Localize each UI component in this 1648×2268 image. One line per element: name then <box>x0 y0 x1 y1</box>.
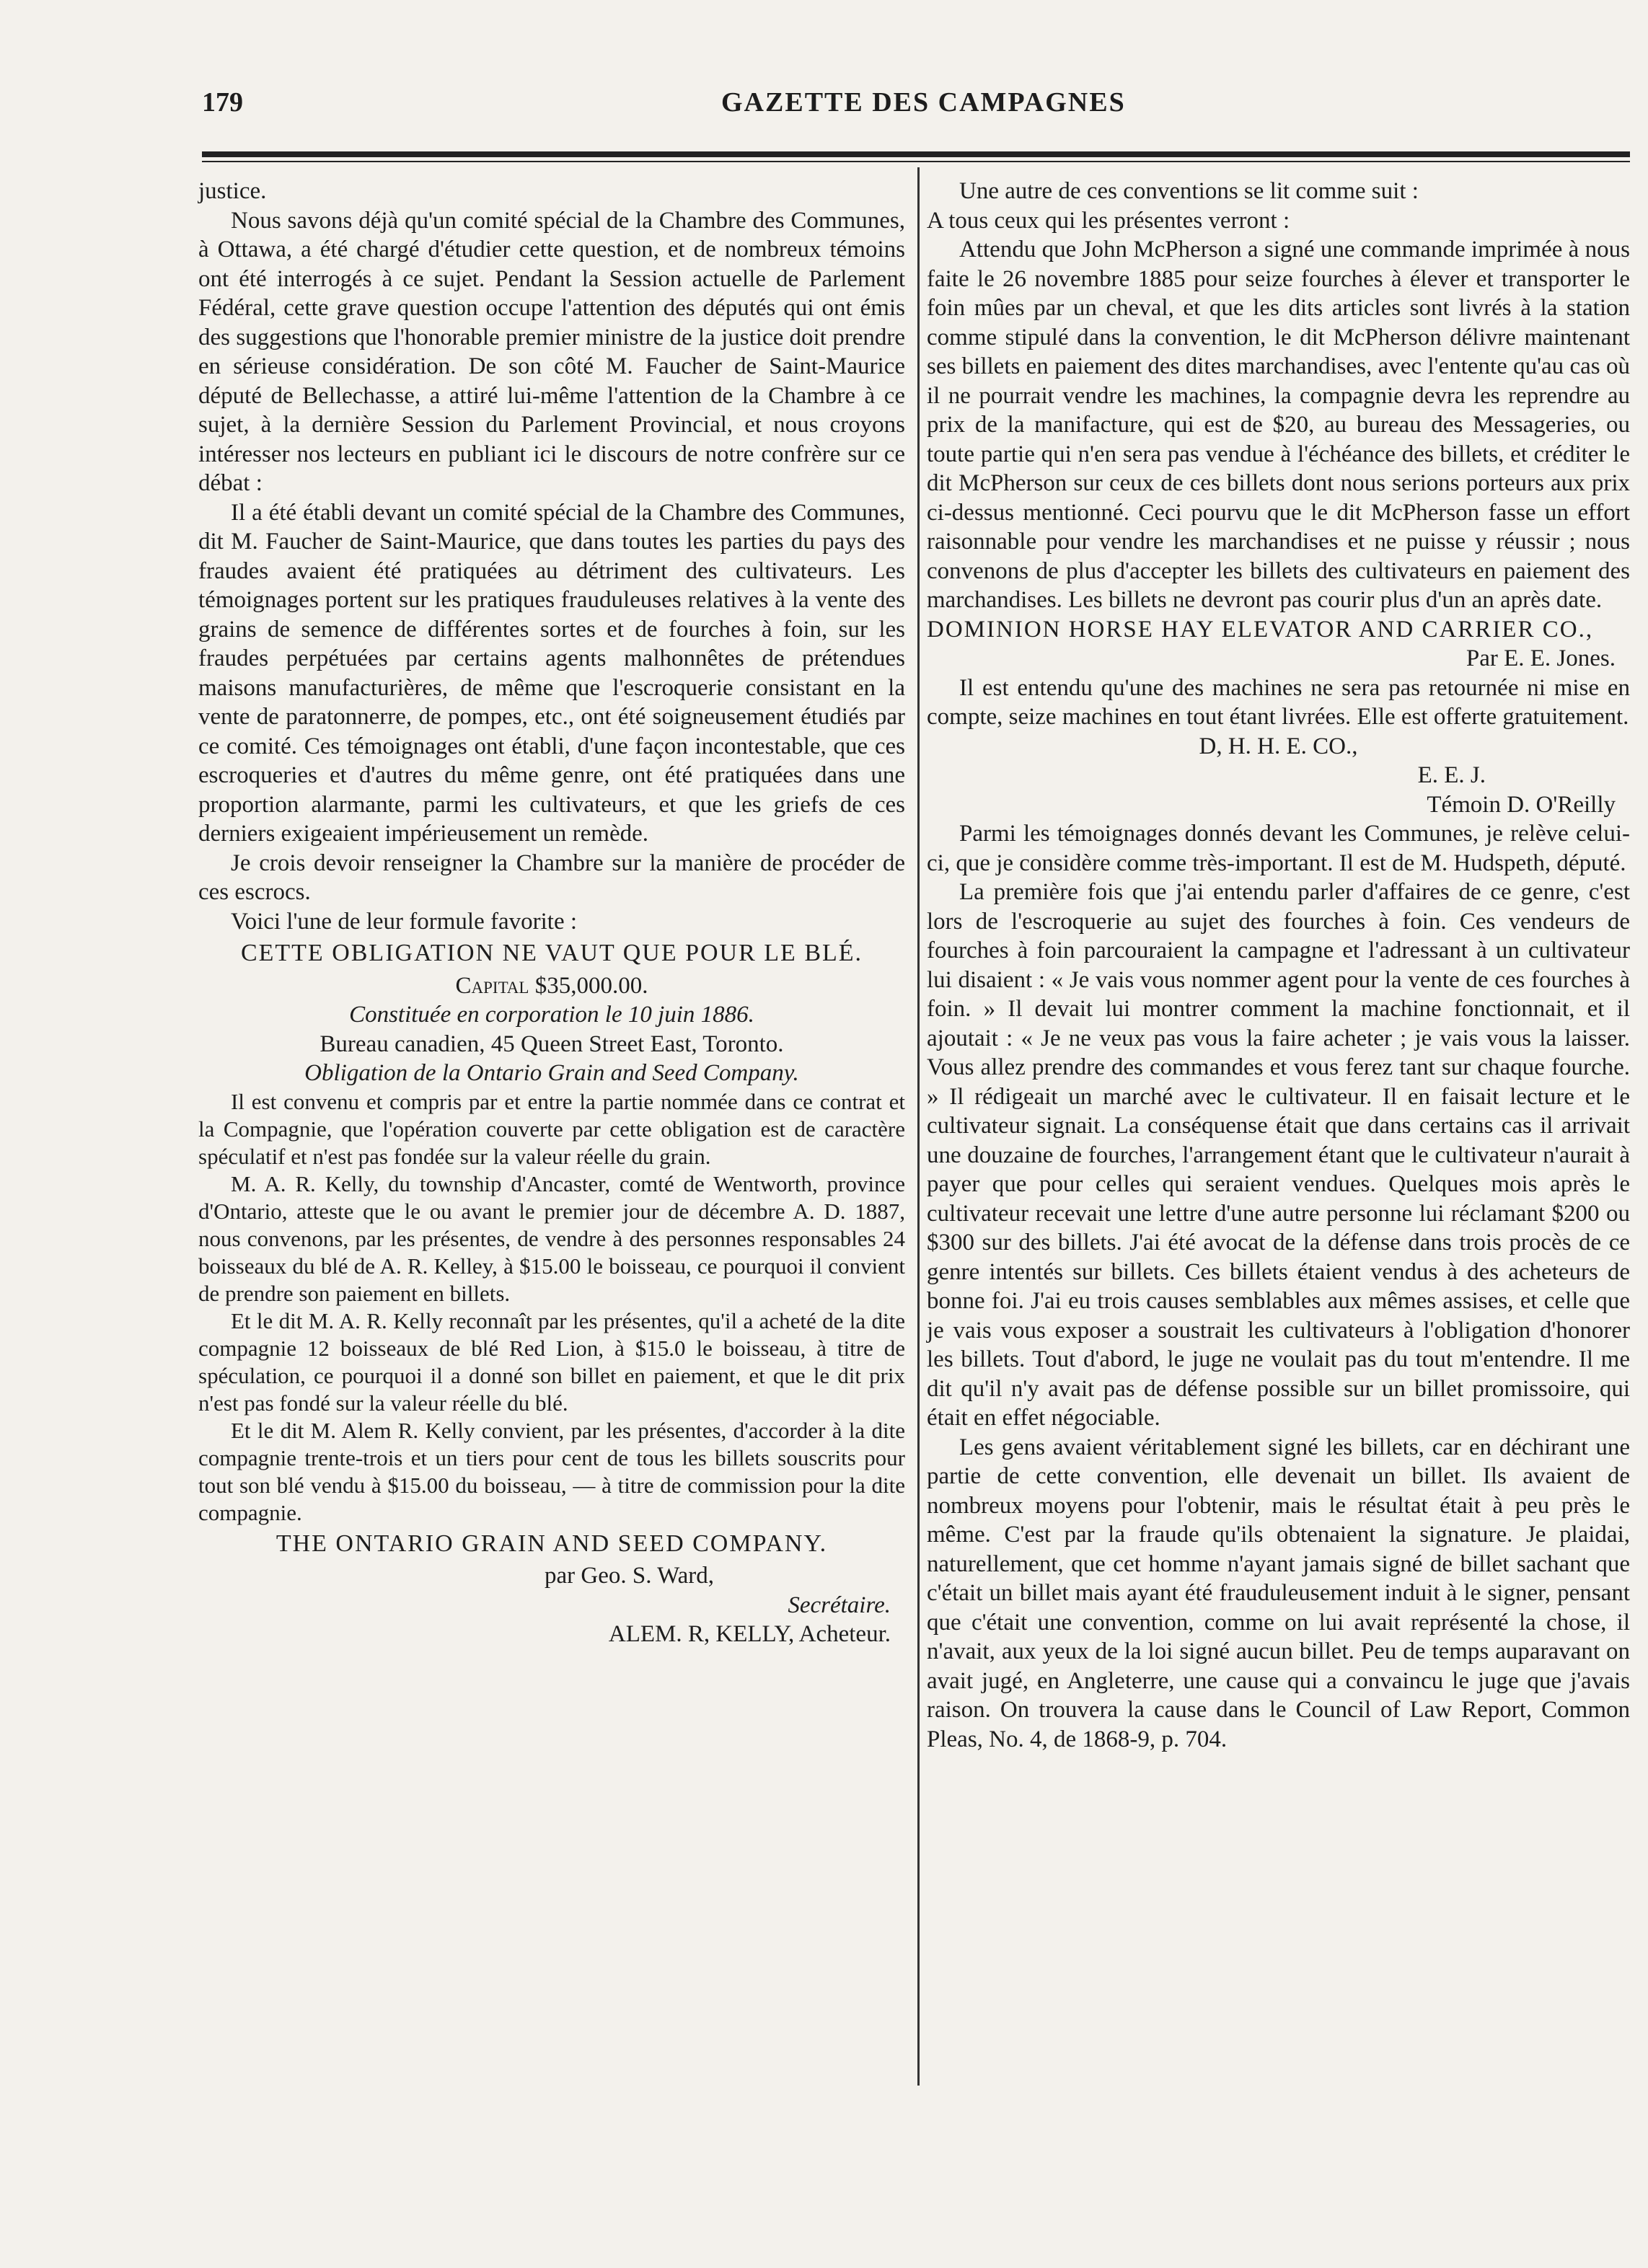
paragraph: Voici l'une de leur formule favorite : <box>231 908 578 935</box>
paragraph: justice. <box>198 178 267 204</box>
running-title: GAZETTE DES CAMPAGNES <box>721 87 1126 118</box>
paragraph: La première fois que j'ai entendu parler d'affaires de ce genre, c'est lors de l'escroquerie au sujet des fourches à foin. Ces vendeurs de fourches à foin parcouraient la campagne et l'adressant à un cultivateur lui disaient : « Je vais vous nommer agent pour la vente de ces fourches à foin. » Il devait lui montrer comment la machine fonctionnait, et il ajoutait : « Je ne veux pas vous la faire acheter ; je vais vous la laisser. Vous allez prendre des commandes et vous ferez tant sur chaque fourche. » Il rédigeait un marché avec le cultivateur. Il en faisait lecture et le cultivateur signait. La conséquense était que dans certains cas il arrivait une douzaine de fourches, l'arrangement étant que le cultivateur n'aurait à payer que pour celles qui seraient vendues. Quelques mois après le cultivateur recevait une lettre d'une autre personne lui réclamant $200 ou $300 sur des billets. J'ai été avocat de la défense dans trois procès de ce genre intentés sur billets. Ces billets étaient vendus à des acheteurs de bonne foi. J'ai eu trois causes semblables aux mêmes assises, et celle que je vais vous exposer a soustrait les cultivateurs à l'obligation d'honorer les billets. Tout d'abord, le juge ne voulait pas du tout m'entendre. Il me dit qu'il n'y avait pas de défense possible sur un billet promissoire, qui était en effet négociable. <box>927 879 1630 1431</box>
header-rule-thick <box>202 151 1630 157</box>
paragraph: Je crois devoir renseigner la Chambre sur la manière de procéder de ces escrocs. <box>198 850 905 905</box>
paragraph: Il est entendu qu'une des machines ne sera pas retournée ni mise en compte, seize machines en tout étant livrées. Elle est offerte gratuitement. <box>927 674 1630 730</box>
contract-clause: Et le dit M. A. R. Kelly reconnaît par les présentes, qu'il a acheté de la dite compagnie 12 boisseaux de blé Red Lion, à $15.0 le boisseau, à titre de spéculation, ce pourquoi il a donné son billet en paiement, et que le dit prix n'est pas fondé sur la valeur réelle du blé. <box>198 1307 905 1416</box>
capital-line: Capital $35,000.00. <box>455 972 648 999</box>
paragraph: Une autre de ces conventions se lit comme suit : <box>959 178 1419 204</box>
company-name: THE ONTARIO GRAIN AND SEED COMPANY. <box>276 1530 828 1557</box>
buyer-line: ALEM. R, KELLY, Acheteur. <box>608 1621 891 1647</box>
paragraph: Nous savons déjà qu'un comité spécial de la Chambre des Communes, à Ottawa, a été chargé d'étudier cette question, et de nombreux témoins ont été interrogés à ce sujet. Pendant la Session actuelle de Parlement Fédéral, cette grave question occupe l'attention des députés qui ont émis des suggestions que l'honorable premier ministre de la justice doit prendre en sérieuse considération. De son côté M. Faucher de Saint-Maurice député de Bellechasse, a attiré lui-même l'attention de la Chambre à ce sujet, à la dernière Session du Parlement Provincial, et nous croyons intéresser nos lecteurs en publiant ici le discours de notre confrère sur ce débat : <box>198 207 905 496</box>
page-number: 179 <box>202 87 243 118</box>
paragraph: Attendu que John McPherson a signé une commande imprimée à nous faite le 26 novembre 1885 pour seize fourches à élever et transporter le foin mûes par un cheval, et que les dits articles sont livrés à la station comme stipulé dans la convention, le dit McPherson délivre maintenant ses billets en paiement des dites marchandises, avec l'entente qu'au cas où il ne pourrait vendre les machines, la compagnie devra les reprendre au prix de la manifacture, qui est de $20, au bureau des Messageries, ou toute partie qui n'en sera pas vendue à l'échéance des billets, et créditer le dit McPherson sur ceux de ces billets dont nous serions porteurs aux prix ci-dessus mentionné. Ceci pourvu que le dit McPherson fasse un effort raisonnable pour vendre les marchandises et ne puisse y réussir ; nous convenons de plus d'accepter les billets des cultivateurs en paiement des marchandises. Les billets ne devront pas courir plus d'un an après date. <box>927 237 1630 613</box>
contract-clause: Il est convenu et compris par et entre la partie nommée dans ce contrat et la Compagnie, que l'opération couverte par cette obligation est de caractère spéculatif et n'est pas fondée sur la valeur réelle du grain. <box>198 1088 905 1169</box>
witness-line: Témoin D. O'Reilly <box>1427 791 1616 818</box>
page-header <box>202 87 1630 130</box>
paragraph: A tous ceux qui les présentes verront : <box>927 207 1290 234</box>
signatory-line: Par E. E. Jones. <box>1466 645 1616 671</box>
paragraph: Il a été établi devant un comité spécial de la Chambre des Communes, dit M. Faucher de Saint-Maurice, que dans toutes les parties du pays des fraudes avaient été pratiquées au détriment des cultivateurs. Les témoignages portent sur les pratiques frauduleuses relatives à la vente des grains de semence de différentes sortes et de fourches à foin, sur les fraudes perpétuées par certains agents malhonnêtes de prétendues maisons manufacturières, de même que l'escroquerie consistant en la vente de paratonnerre, de pompes, etc., ont été soigneusement étudiés par ce comité. Ces témoignages ont établi, d'une façon incontestable, que ces escroqueries et d'autres du même genre, ont été pratiquées dans une proportion alarmante, parmi les cultivateurs, et que les griefs de ces derniers exigeaient impérieusement un remède. <box>198 499 905 847</box>
company-heading: DOMINION HORSE HAY ELEVATOR AND CARRIER CO., <box>927 616 1594 643</box>
secretary-line: Secrétaire. <box>788 1592 891 1618</box>
signature-line: D, H. H. E. CO., <box>1199 733 1358 759</box>
left-column <box>198 177 905 1649</box>
right-column <box>927 177 1630 1754</box>
signatory-line: par Geo. S. Ward, <box>545 1563 715 1589</box>
paragraph: Parmi les témoignages donnés devant les Communes, je relève celui-ci, que je considère comme très-important. Il est de M. Hudspeth, député. <box>927 821 1630 876</box>
obligation-heading: CETTE OBLIGATION NE VAUT QUE POUR LE BLÉ. <box>240 940 863 966</box>
paragraph: Les gens avaient véritablement signé les billets, car en déchirant une partie de cette convention, elle devenait un billet. Ils avaient de nombreux moyens pour l'obtenir, mais le résultat était à peu près le même. C'est par la fraude qu'ils obtenaient la signature. Je plaidai, naturellement, que cet homme n'ayant jamais signé de billet sachant que c'était un billet mais ayant été frauduleusement induit à le signer, pensant que c'était une convention, comme on lui avait représenté la chose, il n'avait, aux yeux de la loi signé aucun billet. Peu de temps auparavant on avait jugé, en Angleterre, une cause qui a convaincu le juge que j'avais raison. On trouvera la cause dans le Council of Law Report, Common Pleas, No. 4, de 1868-9, p. 704. <box>927 1434 1630 1752</box>
obligation-title: Obligation de la Ontario Grain and Seed Company. <box>304 1060 799 1086</box>
contract-clause: M. A. R. Kelly, du township d'Ancaster, comté de Wentworth, province d'Ontario, atteste que le ou avant le premier jour de décembre A. D. 1887, nous convenons, par les présentes, de vendre à des personnes responsables 24 boisseaux du blé de A. R. Kelley, à $15.00 le boisseau, ce pourquoi il convient de prendre son paiement en billets. <box>198 1170 905 1306</box>
column-divider <box>917 167 920 2086</box>
signature-line: E. E. J. <box>1417 762 1486 788</box>
bureau-line: Bureau canadien, 45 Queen Street East, Toronto. <box>320 1031 784 1057</box>
incorporation-line: Constituée en corporation le 10 juin 1886. <box>349 1002 754 1028</box>
header-rule-thin <box>202 161 1630 162</box>
contract-clause: Et le dit M. Alem R. Kelly convient, par les présentes, d'accorder à la dite compagnie trente-trois et un tiers pour cent de tous les billets souscrits pour tout son blé vendu à $15.00 du boisseau, — à titre de commission pour la dite compagnie. <box>198 1417 905 1525</box>
